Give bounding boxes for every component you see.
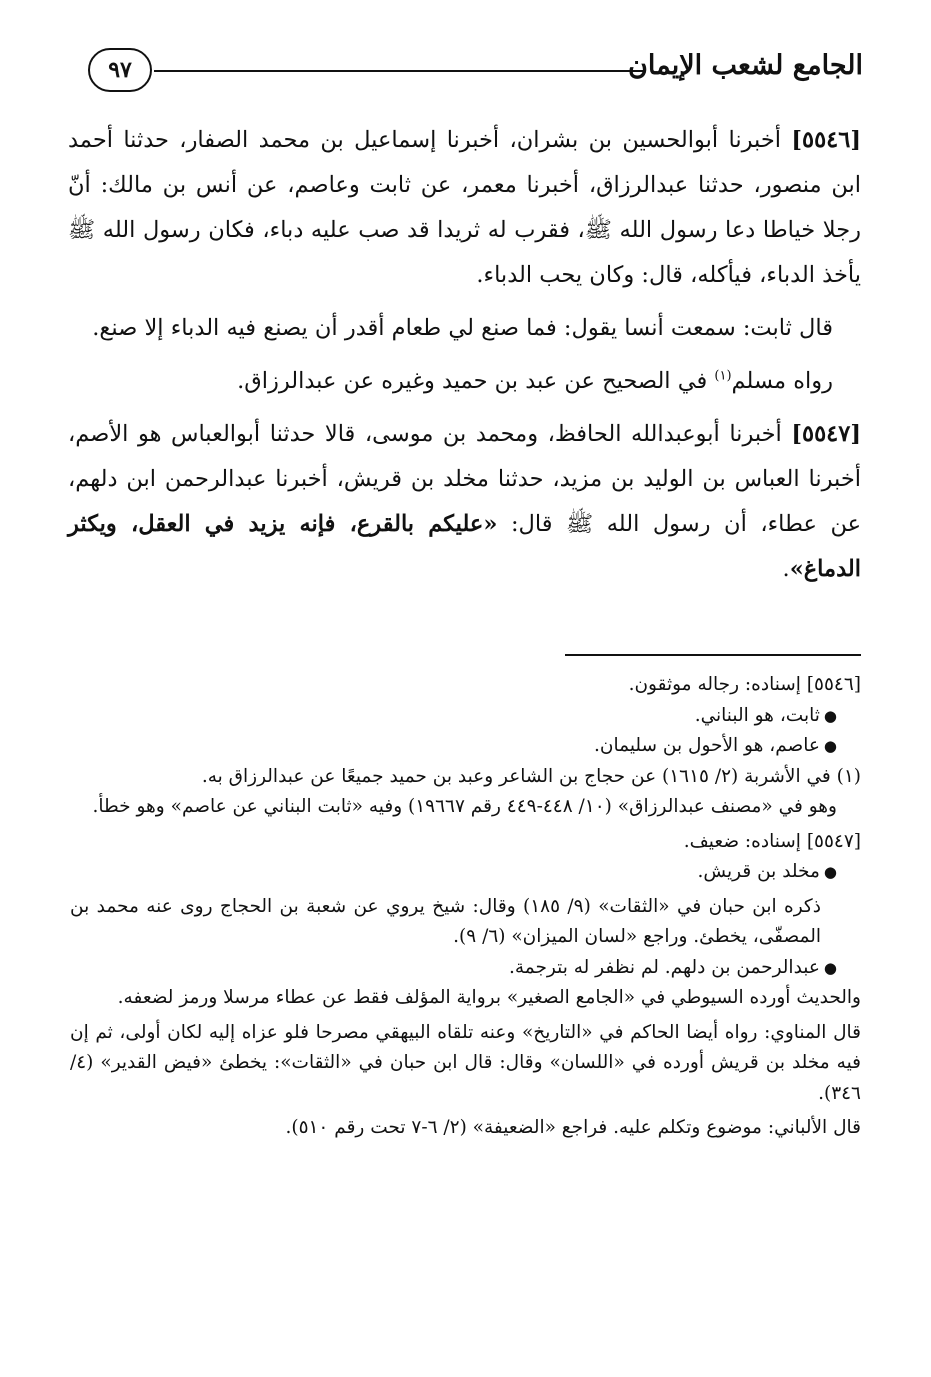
reference-before: رواه مسلم [731,368,833,394]
bullet-icon: ● [823,863,837,881]
bullet-icon: ● [823,737,837,755]
hadith-text: أخبرنا أبوعبدالله الحافظ، ومحمد بن موسى، قالا حدثنا أبوالعباس هو الأصم، أخبرنا العباس بن الوليد بن مزيد، حدثنا مخلد بن قريش، أخبرنا عبدالرحمن ابن دلهم، عن عطاء، أن رسول الله ﷺ قال: [68,421,861,537]
footnote-albani: قال الألباني: موضوع وتكلم عليه. فراجع «الضعيفة» (٢/ ٦-٧ تحت رقم ٥١٠). [285,1117,861,1138]
running-title: الجامع لشعب الإيمان [628,50,863,81]
hadith-5546 [68,118,861,298]
bullet-icon: ● [823,706,837,725]
footnote-suyuti: والحديث أورده السيوطي في «الجامع الصغير» برواية المؤلف فقط عن عطاء مرسلا ورمز لضعفه. [117,987,861,1008]
hadith-number: [٥٥٤٧] [791,421,861,447]
footnote-marker: (١) [714,368,732,384]
header-rule [154,70,645,72]
hadith-text: أخبرنا أبوالحسين بن بشران، أخبرنا إسماعيل بن محمد الصفار، حدثنا أحمد ابن منصور، حدثنا عبدالرزاق، أخبرنا معمر، عن ثابت وعاصم، عن أنس بن مالك: أنّ رجلا خياطا دعا رسول الله ﷺ، فقرب له ثريدا قد صب عليه دباء، فكان رسول الله ﷺ يأخذ الدباء، فيأكله، قال: وكان يحب الدباء. [68,127,861,288]
footnote-5546-isnad: [٥٥٤٦] إسناده: رجاله موثقون. [628,674,861,695]
hadith-5547 [68,412,861,592]
page-number: ٩٧ [88,48,152,92]
hadith-number: [٥٥٤٦] [791,127,861,153]
main-text [68,118,861,600]
footnote-item: ●عاصم، هو الأحول بن سليمان. [594,735,837,756]
muslim-reference [68,359,861,404]
page-header [88,42,863,100]
footnote-item: ●ثابت، هو البناني. [694,704,837,726]
footnote-ibn-hibban: ذكره ابن حبان في «الثقات» (٩/ ١٨٥) وقال: شيخ يروي عن شعبة بن الحجاج روى عنه محمد بن المصفّى، يخطئ. وراجع «لسان الميزان» (٦/ ٩). [70,895,821,947]
footnote-item: ●عبدالرحمن بن دلهم. لم نظفر له بترجمة. [509,956,837,978]
thabit-statement: قال ثابت: سمعت أنسا يقول: فما صنع لي طعام أقدر أن يصنع فيه الدباء إلا صنع. [92,315,833,341]
footnote-separator [565,654,861,656]
footnote-item: ●مخلد بن قريش. [697,861,837,882]
footnote-1-continued: وهو في «مصنف عبدالرزاق» (١٠/ ٤٤٨-٤٤٩ رقم ١٩٦٦٧) وفيه «ثابت البناني عن عاصم» وهو خطأ. [92,796,837,817]
footnote-1: (١) في الأشربة (٢/ ١٦١٥) عن حجاج بن الشاعر وعبد بن حميد جميعًا عن عبدالرزاق به. [201,765,861,787]
footnote-5547-isnad: [٥٥٤٧] إسناده: ضعيف. [683,830,861,852]
hadith-end: . [782,556,790,582]
footnotes [70,670,861,1144]
hadith-quote: «عليكم بالقرع، فإنه يزيد في العقل، ويكثر الدماغ» [68,511,861,582]
reference-after: في الصحيح عن عبد بن حميد وغيره عن عبدالرزاق. [237,368,708,394]
bullet-icon: ● [823,958,837,977]
footnote-munawi: قال المناوي: رواه أيضا الحاكم في «التاريخ» وعنه تلقاه البيهقي مصرحا فلو عزاه إليه لكان أولى، ثم إن فيه مخلد بن قريش أورده في «اللسان» وقال: قال ابن حبان في «الثقات»: يخطئ «فيض القدير» (٤/ ٣٤٦). [70,1021,861,1104]
